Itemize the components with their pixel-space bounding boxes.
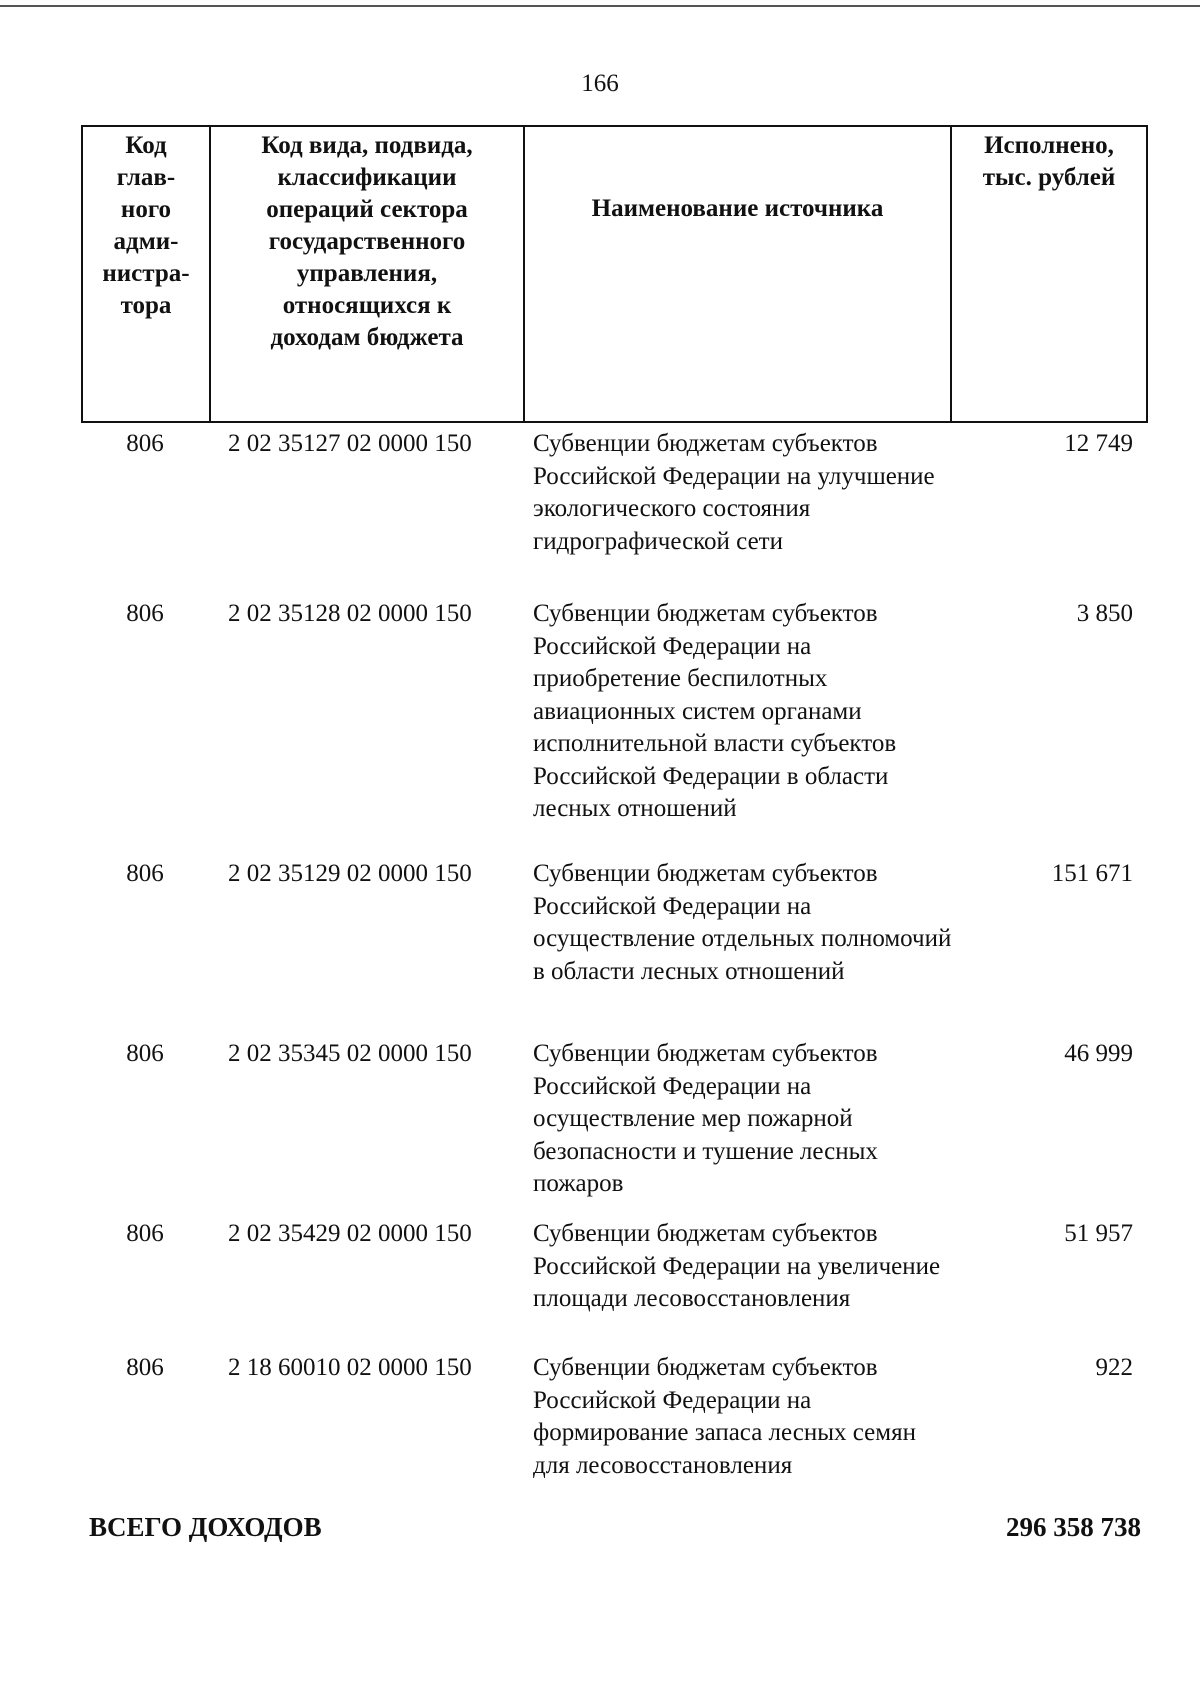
total-label: ВСЕГО ДОХОДОВ: [89, 1512, 322, 1542]
amount: 51 957: [1064, 1220, 1133, 1247]
header-source-name: Наименование источника: [525, 127, 952, 421]
source-name: Субвенции бюджетам субъектов Российской Федерации на увеличение площади лесовосстановления: [533, 1220, 941, 1312]
income-code: 2 18 60010 02 0000 150: [228, 1354, 472, 1381]
total-value: 296 358 738: [1006, 1512, 1141, 1542]
amount: 12 749: [1064, 430, 1133, 457]
table-header: [81, 125, 1148, 423]
amount: 46 999: [1064, 1040, 1133, 1067]
income-code: 2 02 35127 02 0000 150: [228, 430, 472, 457]
income-code: 2 02 35129 02 0000 150: [228, 860, 472, 887]
amount: 151 671: [1051, 860, 1133, 887]
source-name: Субвенции бюджетам субъектов Российской Федерации на осуществление отдельных полномочий в области лесных отношений: [533, 860, 952, 985]
admin-code: 806: [126, 430, 164, 457]
admin-code: 806: [126, 1354, 164, 1381]
scan-edge-line: [0, 5, 1200, 7]
admin-code: 806: [126, 860, 164, 887]
source-name: Субвенции бюджетам субъектов Российской Федерации на формирование запаса лесных семян для лесовосстановления: [533, 1354, 916, 1479]
income-code: 2 02 35128 02 0000 150: [228, 600, 472, 627]
page-number: 166: [581, 70, 619, 97]
income-code: 2 02 35429 02 0000 150: [228, 1220, 472, 1247]
admin-code: 806: [126, 600, 164, 627]
header-income-code: Код вида, подвида, классификации операций сектора государственного управления, относящихся к доходам бюджета: [211, 127, 525, 421]
income-code: 2 02 35345 02 0000 150: [228, 1040, 472, 1067]
source-name: Субвенции бюджетам субъектов Российской Федерации на осуществление мер пожарной безопасности и тушение лесных пожаров: [533, 1040, 878, 1197]
amount: 922: [1095, 1354, 1133, 1381]
header-admin-code: Код глав- ного адми- нистра- тора: [83, 127, 211, 421]
amount: 3 850: [1076, 600, 1133, 627]
source-name: Субвенции бюджетам субъектов Российской Федерации на приобретение беспилотных авиационных систем органами исполнительной власти субъектов Российской Федерации в области лесных отношений: [533, 600, 897, 822]
admin-code: 806: [126, 1220, 164, 1247]
header-amount: Исполнено, тыс. рублей: [982, 132, 1116, 191]
source-name: Субвенции бюджетам субъектов Российской Федерации на улучшение экологического состояния гидрографической сети: [533, 430, 935, 555]
admin-code: 806: [126, 1040, 164, 1067]
